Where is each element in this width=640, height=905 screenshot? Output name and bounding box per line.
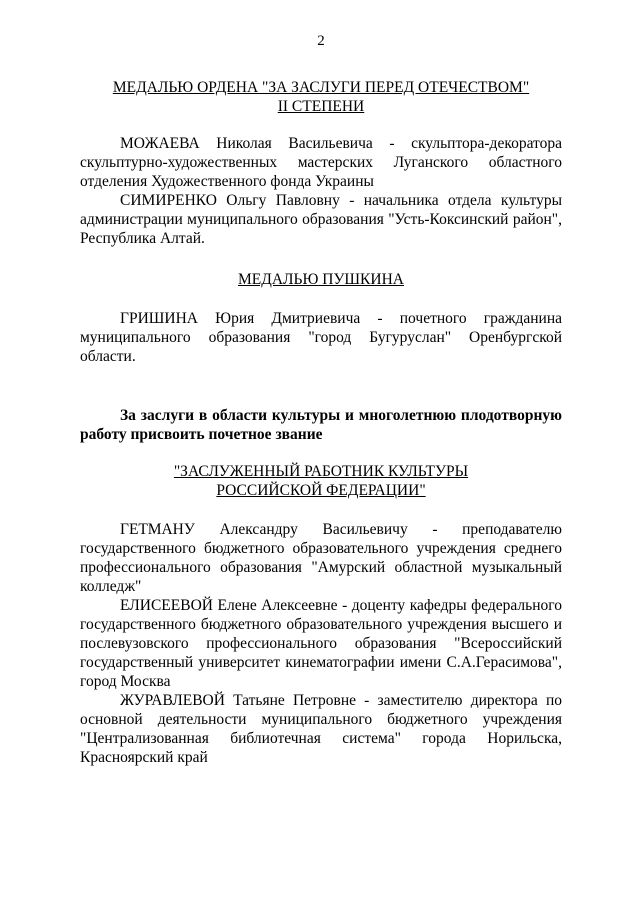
section-order-merit-heading bbox=[80, 78, 562, 116]
heading-line-2: II СТЕПЕНИ bbox=[277, 98, 365, 115]
award-entry: ЕЛИСЕЕВОЙ Елене Алексеевне - доценту кафедры федерального государственного бюджетного образовательного учреждения высшего и послевузовского профессионального образования "Всероссийский государственный университет кинематографии имени С.А.Герасимова", город Москва bbox=[80, 597, 562, 690]
heading-line-1: МЕДАЛЬЮ ОРДЕНА "ЗА ЗАСЛУГИ ПЕРЕД ОТЕЧЕСТВОМ" bbox=[112, 79, 530, 96]
section-honored-worker-entries bbox=[80, 520, 562, 767]
heading-line-1: "ЗАСЛУЖЕННЫЙ РАБОТНИК КУЛЬТУРЫ bbox=[173, 463, 469, 480]
intro-text: За заслуги в области культуры и многолетнюю плодотворную работу присвоить почетное звание bbox=[80, 407, 562, 443]
heading-line-2: РОССИЙСКОЙ ФЕДЕРАЦИИ" bbox=[216, 482, 426, 499]
award-entry: ГРИШИНА Юрия Дмитриевича - почетного гражданина муниципального образования "город Бугуруслан" Оренбургской области. bbox=[80, 310, 562, 365]
section-pushkin-entries bbox=[80, 309, 562, 366]
section-pushkin-heading bbox=[80, 270, 562, 289]
section-order-merit-entries bbox=[80, 134, 562, 248]
award-entry: МОЖАЕВА Николая Васильевича - скульптора-декоратора скульптурно-художественных мастерских Луганского областного отделения Художественного фонда Украины bbox=[80, 135, 562, 190]
heading-line-1: МЕДАЛЬЮ ПУШКИНА bbox=[238, 271, 404, 288]
honorary-title-intro bbox=[80, 406, 562, 444]
award-entry: ЖУРАВЛЕВОЙ Татьяне Петровне - заместителю директора по основной деятельности муниципального бюджетного учреждения "Централизованная библиотечная система" города Норильска, Красноярский край bbox=[80, 692, 562, 766]
page-number: 2 bbox=[317, 33, 325, 49]
award-entry: ГЕТМАНУ Александру Васильевичу - преподавателю государственного бюджетного образовательного учреждения среднего профессионального образования "Амурский областной музыкальный колледж" bbox=[80, 521, 562, 595]
section-honored-worker-heading bbox=[80, 462, 562, 500]
award-entry: СИМИРЕНКО Ольгу Павловну - начальника отдела культуры администрации муниципального образования "Усть-Коксинский район", Республика Алтай. bbox=[80, 192, 562, 247]
